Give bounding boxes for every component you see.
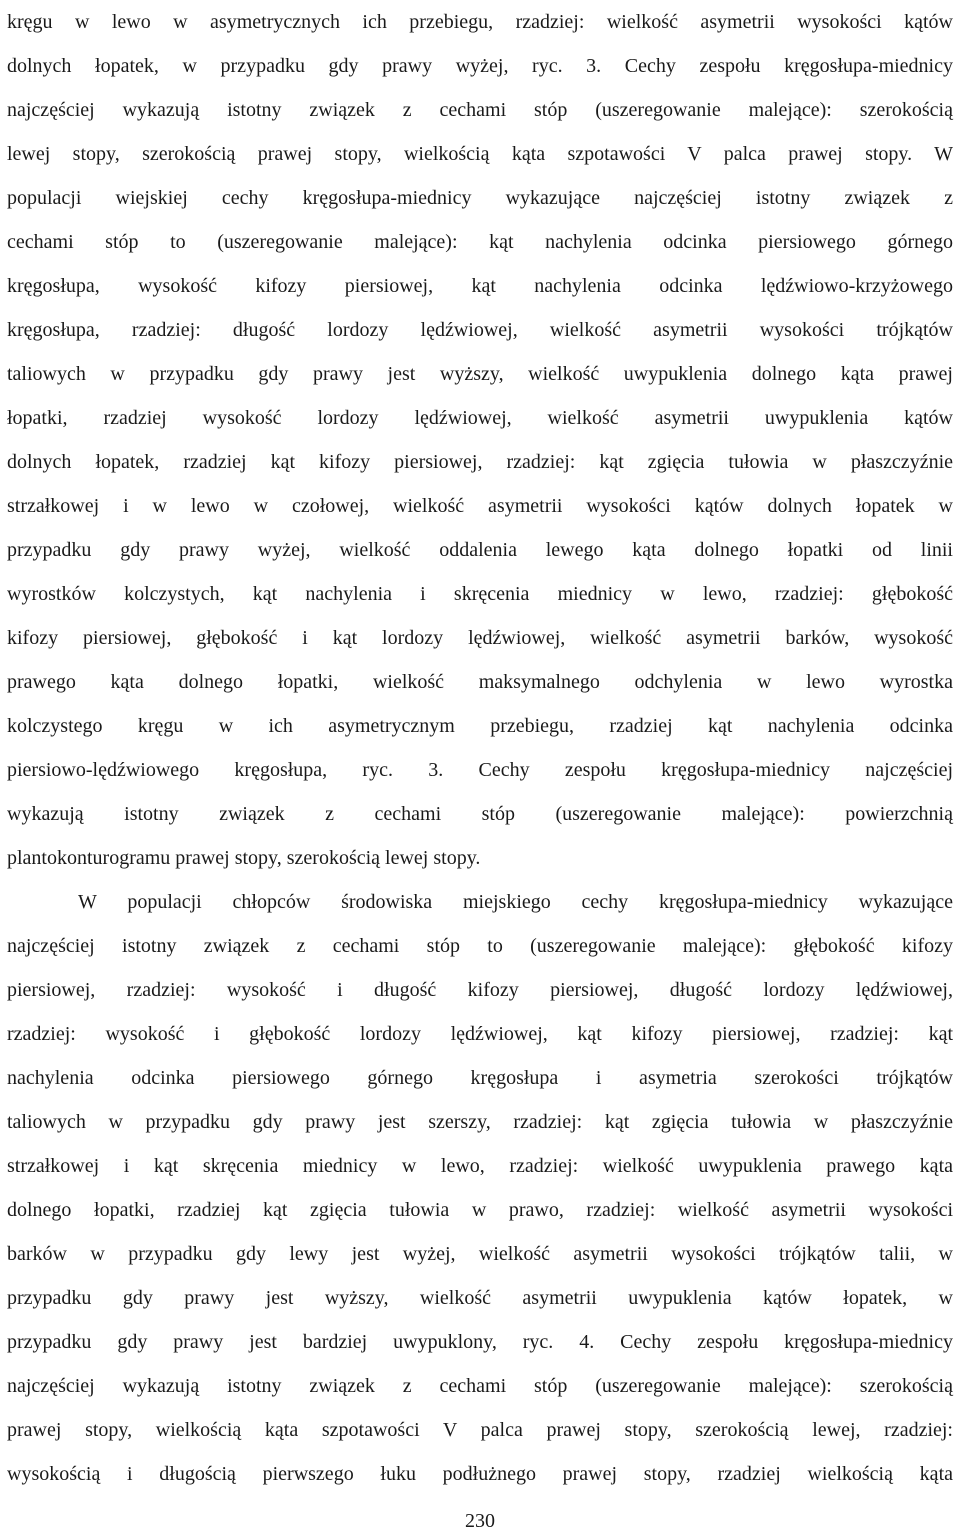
text-line: wykazują istotny związek z cechami stóp (uszeregowanie malejące): powierzchnią (7, 803, 953, 825)
text-line: lewej stopy, szerokością prawej stopy, wielkością kąta szpotawości V palca prawej stopy. W (7, 143, 953, 165)
text-line: wysokością i długością pierwszego łuku podłużnego prawej stopy, rzadziej wielkością kąta (7, 1463, 953, 1485)
text-line: piersiowej, rzadziej: wysokość i długość kifozy piersiowej, długość lordozy lędźwiowej, (7, 979, 953, 1001)
text-line: dolnych łopatek, rzadziej kąt kifozy piersiowej, rzadziej: kąt zgięcia tułowia w płaszczyźnie (7, 451, 953, 473)
text-line: nachylenia odcinka piersiowego górnego kręgosłupa i asymetria szerokości trójkątów (7, 1067, 953, 1089)
text-line: rzadziej: wysokość i głębokość lordozy lędźwiowej, kąt kifozy piersiowej, rzadziej: kąt (7, 1023, 953, 1045)
page-number: 230 (465, 1510, 495, 1532)
text-line: dolnych łopatek, w przypadku gdy prawy wyżej, ryc. 3. Cechy zespołu kręgosłupa-miednicy (7, 55, 953, 77)
text-line: najczęściej istotny związek z cechami stóp to (uszeregowanie malejące): głębokość kifozy (7, 935, 953, 957)
text-line: najczęściej wykazują istotny związek z cechami stóp (uszeregowanie malejące): szerokością (7, 99, 953, 121)
text-line: taliowych w przypadku gdy prawy jest wyższy, wielkość uwypuklenia dolnego kąta prawej (7, 363, 953, 385)
text-line: kręgu w lewo w asymetrycznych ich przebiegu, rzadziej: wielkość asymetrii wysokości kątów (7, 11, 953, 33)
text-line: prawego kąta dolnego łopatki, wielkość maksymalnego odchylenia w lewo wyrostka (7, 671, 953, 693)
text-line: prawej stopy, wielkością kąta szpotawości V palca prawej stopy, szerokością lewej, rzadziej: (7, 1419, 953, 1441)
text-line: dolnego łopatki, rzadziej kąt zgięcia tułowia w prawo, rzadziej: wielkość asymetrii wysokości (7, 1199, 953, 1221)
text-line: przypadku gdy prawy jest bardziej uwypuklony, ryc. 4. Cechy zespołu kręgosłupa-miednicy (7, 1331, 953, 1353)
text-line: W populacji chłopców środowiska miejskiego cechy kręgosłupa-miednicy wykazujące (78, 891, 953, 913)
text-line: kolczystego kręgu w ich asymetrycznym przebiegu, rzadziej kąt nachylenia odcinka (7, 715, 953, 737)
text-line: wyrostków kolczystych, kąt nachylenia i skręcenia miednicy w lewo, rzadziej: głębokość (7, 583, 953, 605)
text-line: przypadku gdy prawy wyżej, wielkość oddalenia lewego kąta dolnego łopatki od linii (7, 539, 953, 561)
text-line: populacji wiejskiej cechy kręgosłupa-miednicy wykazujące najczęściej istotny związek z (7, 187, 953, 209)
text-line: barków w przypadku gdy lewy jest wyżej, wielkość asymetrii wysokości trójkątów talii, w (7, 1243, 953, 1265)
text-line: cechami stóp to (uszeregowanie malejące): kąt nachylenia odcinka piersiowego górnego (7, 231, 953, 253)
text-line: kifozy piersiowej, głębokość i kąt lordozy lędźwiowej, wielkość asymetrii barków, wysokość (7, 627, 953, 649)
text-line: najczęściej wykazują istotny związek z cechami stóp (uszeregowanie malejące): szerokością (7, 1375, 953, 1397)
text-line: taliowych w przypadku gdy prawy jest szerszy, rzadziej: kąt zgięcia tułowia w płaszczyźnie (7, 1111, 953, 1133)
text-line: plantokonturogramu prawej stopy, szerokością lewej stopy. (7, 847, 481, 869)
text-line: strzałkowej i kąt skręcenia miednicy w lewo, rzadziej: wielkość uwypuklenia prawego kąta (7, 1155, 953, 1177)
document-page (7, 0, 953, 1537)
text-line: kręgosłupa, wysokość kifozy piersiowej, kąt nachylenia odcinka lędźwiowo-krzyżowego (7, 275, 953, 297)
text-line: przypadku gdy prawy jest wyższy, wielkość asymetrii uwypuklenia kątów łopatek, w (7, 1287, 953, 1309)
text-line: piersiowo-lędźwiowego kręgosłupa, ryc. 3. Cechy zespołu kręgosłupa-miednicy najczęściej (7, 759, 953, 781)
text-line: strzałkowej i w lewo w czołowej, wielkość asymetrii wysokości kątów dolnych łopatek w (7, 495, 953, 517)
text-line: łopatki, rzadziej wysokość lordozy lędźwiowej, wielkość asymetrii uwypuklenia kątów (7, 407, 953, 429)
text-line: kręgosłupa, rzadziej: długość lordozy lędźwiowej, wielkość asymetrii wysokości trójkątów (7, 319, 953, 341)
